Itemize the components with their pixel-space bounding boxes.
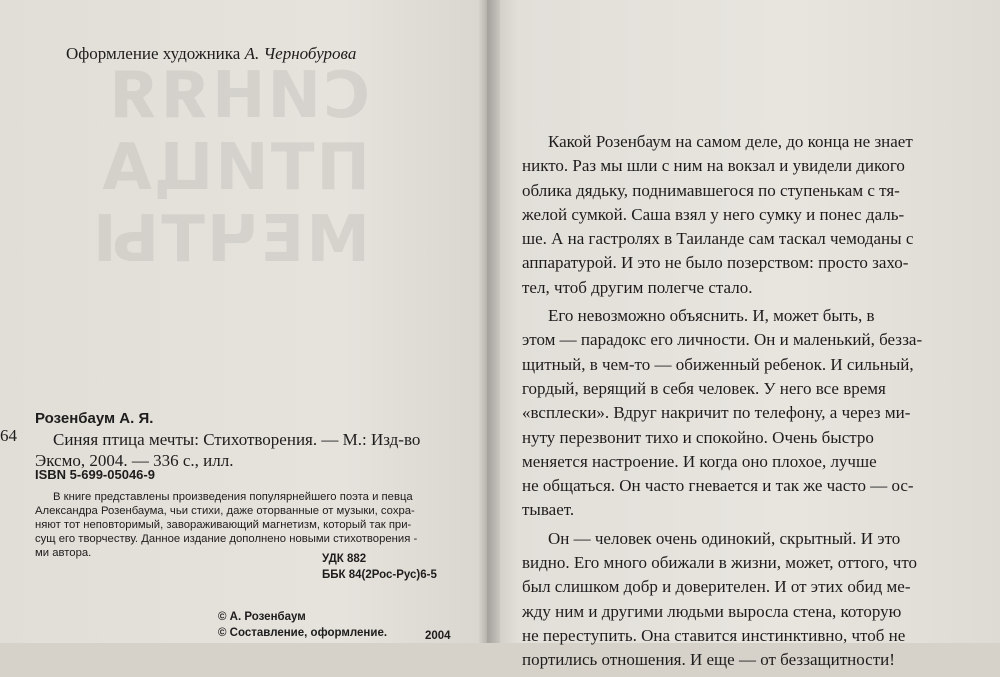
text-line: был слишком добр и доверителен. И от этих обид ме- xyxy=(522,577,911,597)
text-line: ше. А на гастролях в Таиланде сам таскал чемоданы с xyxy=(522,229,914,249)
copyright-block xyxy=(218,609,451,642)
copyright-line: © А. Розенбаум xyxy=(218,611,306,623)
author-heading: Розенбаум А. Я. xyxy=(35,410,154,427)
left-page xyxy=(0,0,487,643)
text-line: Какой Розенбаум на самом деле, до конца не знает xyxy=(548,132,913,151)
text-line: тел, чтоб другим полегче стало. xyxy=(522,277,753,297)
paragraph xyxy=(522,304,964,523)
annotation-line: Александра Розенбаума, чьи стихи, даже оторванные от музыки, сохра- xyxy=(35,505,415,517)
bibliographic-record xyxy=(35,408,475,471)
text-line: тывает. xyxy=(522,500,575,520)
designer-label: Оформление художника xyxy=(66,44,241,63)
text-line: не общаться. Он часто гневается и так же часто — ос- xyxy=(522,476,914,496)
text-line: «всплески». Вдруг накричит по телефону, а через ми- xyxy=(522,403,911,423)
annotation-line: В книге представлены произведения популярнейшего поэта и певца xyxy=(53,491,413,503)
title-line: Эксмо, 2004. — 336 с., илл. xyxy=(35,451,234,470)
text-line: Он — человек очень одинокий, скрытный. И это xyxy=(548,528,901,548)
annotation xyxy=(35,490,453,560)
text-line: портились отношения. И еще — от беззащитности! xyxy=(522,650,895,670)
text-line: гордый, верящий в себя человек. У него все время xyxy=(522,378,886,398)
ghost-line: МЕЧТЫ xyxy=(90,203,370,277)
copyright-line: © Составление, оформление. xyxy=(218,627,388,639)
annotation-line: сущ его творчеству. Данное издание дополнено новыми стихотворения - xyxy=(35,533,418,545)
show-through-title xyxy=(90,59,370,277)
paragraph xyxy=(522,130,964,300)
text-line: нуту перезвонит тихо и спокойно. Очень быстро xyxy=(522,427,874,447)
text-line: видно. Его много обижали в жизни, может, оттого, что xyxy=(522,553,918,573)
classification-codes xyxy=(322,551,437,583)
designer-credit xyxy=(66,44,356,64)
biblio-number: 64 xyxy=(0,426,17,445)
text-line: облика дядьку, поднимавшегося по ступенькам с тя- xyxy=(522,180,900,200)
text-line: Его невозможно объяснить. И, может быть, в xyxy=(548,306,875,326)
annotation-line: ми автора. xyxy=(35,547,92,559)
text-line: аппаратурой. И это не было позерством: просто захо- xyxy=(522,253,909,273)
body-text xyxy=(522,130,964,677)
text-line: жду ним и другими людьми выросла стена, которую xyxy=(522,601,902,621)
book-gutter xyxy=(478,0,500,643)
text-line: этом — парадокс его личности. Он и маленький, безза- xyxy=(522,330,923,350)
annotation-line: няют тот неповторимый, завораживающий магнетизм, который так при- xyxy=(35,519,412,531)
text-line: желой сумкой. Саша взял у него сумку и понес даль- xyxy=(522,204,905,224)
bbk-code: ББК 84(2Рос-Рус)6-5 xyxy=(322,569,437,581)
designer-name: А. Чернобурова xyxy=(244,44,357,63)
text-line: не переступить. Она ставится инстинктивно, чтоб не xyxy=(522,625,906,645)
copyright-year: 2004 xyxy=(425,630,451,642)
text-line: меняется настроение. И когда оно плохое, лучше xyxy=(522,451,877,471)
isbn: ISBN 5-699-05046-9 xyxy=(35,467,155,482)
text-line: никто. Раз мы шли с ним на вокзал и увидели дикого xyxy=(522,156,905,176)
paragraph xyxy=(522,527,964,673)
title-line: Синяя птица мечты: Стихотворения. — М.: Изд-во xyxy=(53,430,421,449)
text-line: щитный, в чем-то — обиженный ребенок. И сильный, xyxy=(522,354,914,374)
udk-code: УДК 882 xyxy=(322,553,367,565)
ghost-line: ПТИЦА xyxy=(100,131,370,205)
ghost-line: СИНЯЯ xyxy=(107,59,370,133)
